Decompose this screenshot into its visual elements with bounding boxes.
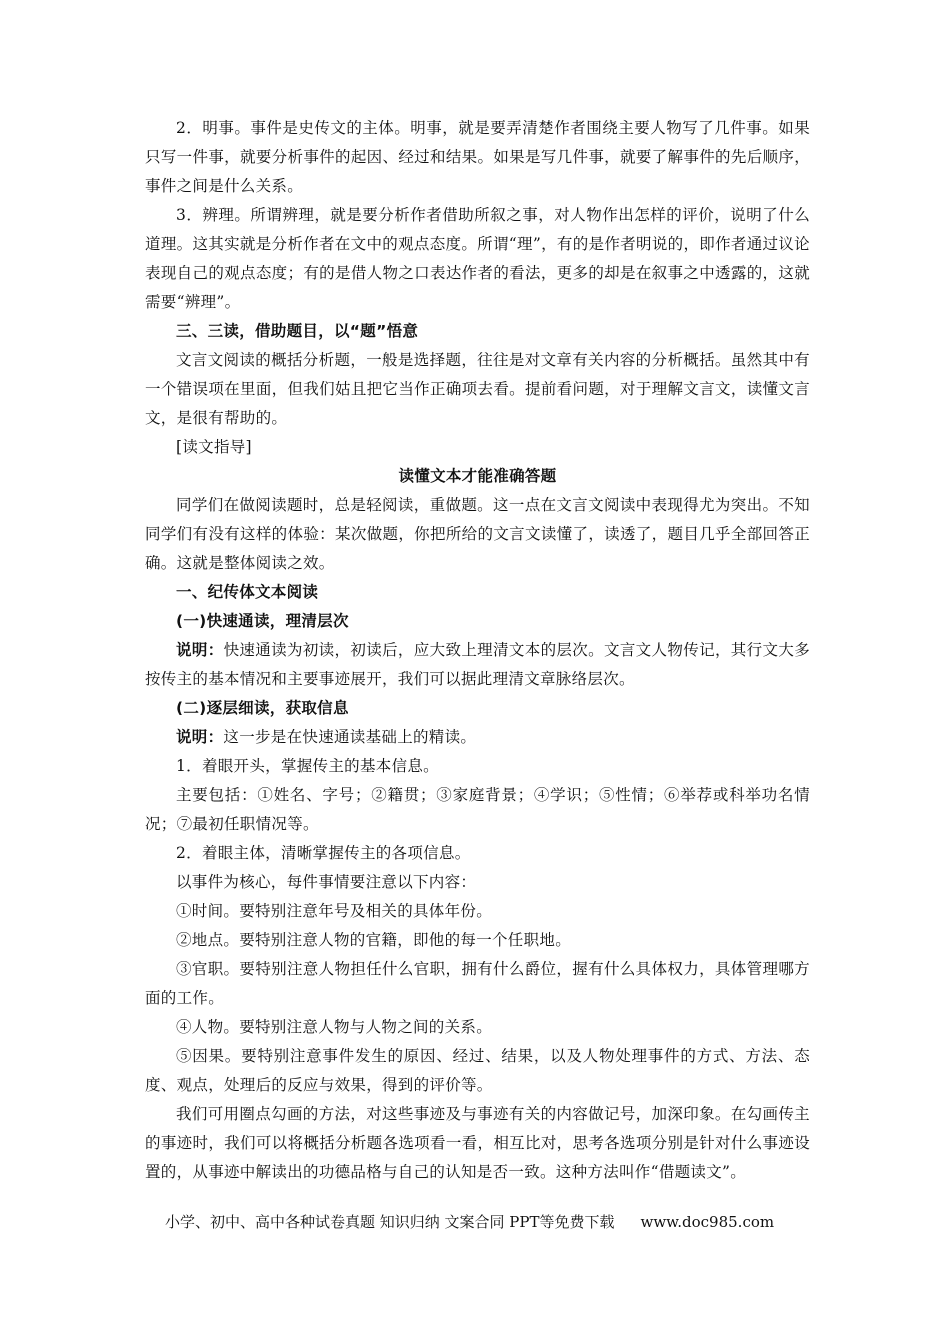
page-footer bbox=[165, 1211, 805, 1232]
paragraph-official-post: ③官职。要特别注意人物担任什么官职，拥有什么爵位，握有什么具体权力，具体管理哪方面的工作。 bbox=[145, 960, 810, 1007]
note-text: 快速通读为初读，初读后，应大致上理清文本的层次。文言文人物传记，其行文大多按传主的基本情况和主要事迹展开，我们可以据此理清文章脉络层次。 bbox=[145, 641, 810, 688]
paragraph-cause-effect: ⑤因果。要特别注意事件发生的原因、经过、结果，以及人物处理事件的方式、方法、态度、观点，处理后的反应与效果，得到的评价等。 bbox=[145, 1047, 810, 1094]
paragraph-shuoming-2 bbox=[145, 723, 810, 752]
section-heading-san-du: 三、三读，借助题目，以“题”悟意 bbox=[176, 322, 419, 340]
note-label: 说明： bbox=[176, 728, 224, 746]
document-body bbox=[145, 114, 810, 1187]
paragraph-gaikuo-fenxi: 文言文阅读的概括分析题，一般是选择题，往往是对文章有关内容的分析概括。虽然其中有一个错误项在里面，但我们姑且把它当作正确项去看。提前看问题，对于理解文言文，读懂文言文，是很有帮助的。 bbox=[145, 351, 810, 427]
paragraph-basic-info: 主要包括：①姓名、字号；②籍贯；③家庭背景；④学识；⑤性情；⑥举荐或科举功名情况；⑦最初任职情况等。 bbox=[145, 786, 810, 833]
reading-guide-label: [读文指导] bbox=[176, 438, 252, 456]
note-text: 这一步是在快速通读基础上的精读。 bbox=[223, 728, 477, 746]
subheading-zhuceng-xidu: (二)逐层细读，获取信息 bbox=[176, 699, 349, 717]
section-heading-jizhuanti: 一、纪传体文本阅读 bbox=[176, 583, 319, 601]
paragraph-event-core: 以事件为核心，每件事情要注意以下内容： bbox=[176, 873, 477, 891]
paragraph-item-2: 2．着眼主体，清晰掌握传主的各项信息。 bbox=[176, 844, 471, 862]
paragraph-marking-method: 我们可用圈点勾画的方法，对这些事迹及与事迹有关的内容做记号，加深印象。在勾画传主的事迹时，我们可以将概括分析题各选项看一看，相互比对，思考各选项分别是针对什么事迹设置的，从事迹中解读出的功德品格与自己的认知是否一致。这种方法叫作“借题读文”。 bbox=[145, 1105, 810, 1181]
paragraph-persons: ④人物。要特别注意人物与人物之间的关系。 bbox=[176, 1018, 493, 1036]
paragraph-place: ②地点。要特别注意人物的官籍，即他的每一个任职地。 bbox=[176, 931, 572, 949]
footer-text: 小学、初中、高中各种试卷真题 知识归纳 文案合同 PPT等免费下载 bbox=[165, 1213, 615, 1231]
paragraph-ming-shi: 2．明事。事件是史传文的主体。明事，就是要弄清楚作者围绕主要人物写了几件事。如果只写一件事，就要分析事件的起因、经过和结果。如果是写几件事，就要了解事件的先后顺序，事件之间是什么关系。 bbox=[145, 119, 810, 195]
paragraph-item-1: 1．着眼开头，掌握传主的基本信息。 bbox=[176, 757, 439, 775]
article-title: 读懂文本才能准确答题 bbox=[398, 467, 557, 485]
paragraph-shuoming-1 bbox=[145, 636, 810, 694]
paragraph-time: ①时间。要特别注意年号及相关的具体年份。 bbox=[176, 902, 493, 920]
paragraph-intro: 同学们在做阅读题时，总是轻阅读，重做题。这一点在文言文阅读中表现得尤为突出。不知同学们有没有这样的体验：某次做题，你把所给的文言文读懂了，读透了，题目几乎全部回答正确。这就是整体阅读之效。 bbox=[145, 496, 810, 572]
footer-url: www.doc985.com bbox=[640, 1213, 775, 1231]
paragraph-bian-li: 3．辨理。所谓辨理，就是要分析作者借助所叙之事，对人物作出怎样的评价，说明了什么道理。这其实就是分析作者在文中的观点态度。所谓“理”，有的是作者明说的，即作者通过议论表现自己的观点态度；有的是借人物之口表达作者的看法，更多的却是在叙事之中透露的，这就需要“辨理”。 bbox=[145, 206, 810, 311]
subheading-kuaisu-tongdu: (一)快速通读，理清层次 bbox=[176, 612, 349, 630]
note-label: 说明： bbox=[176, 641, 224, 659]
